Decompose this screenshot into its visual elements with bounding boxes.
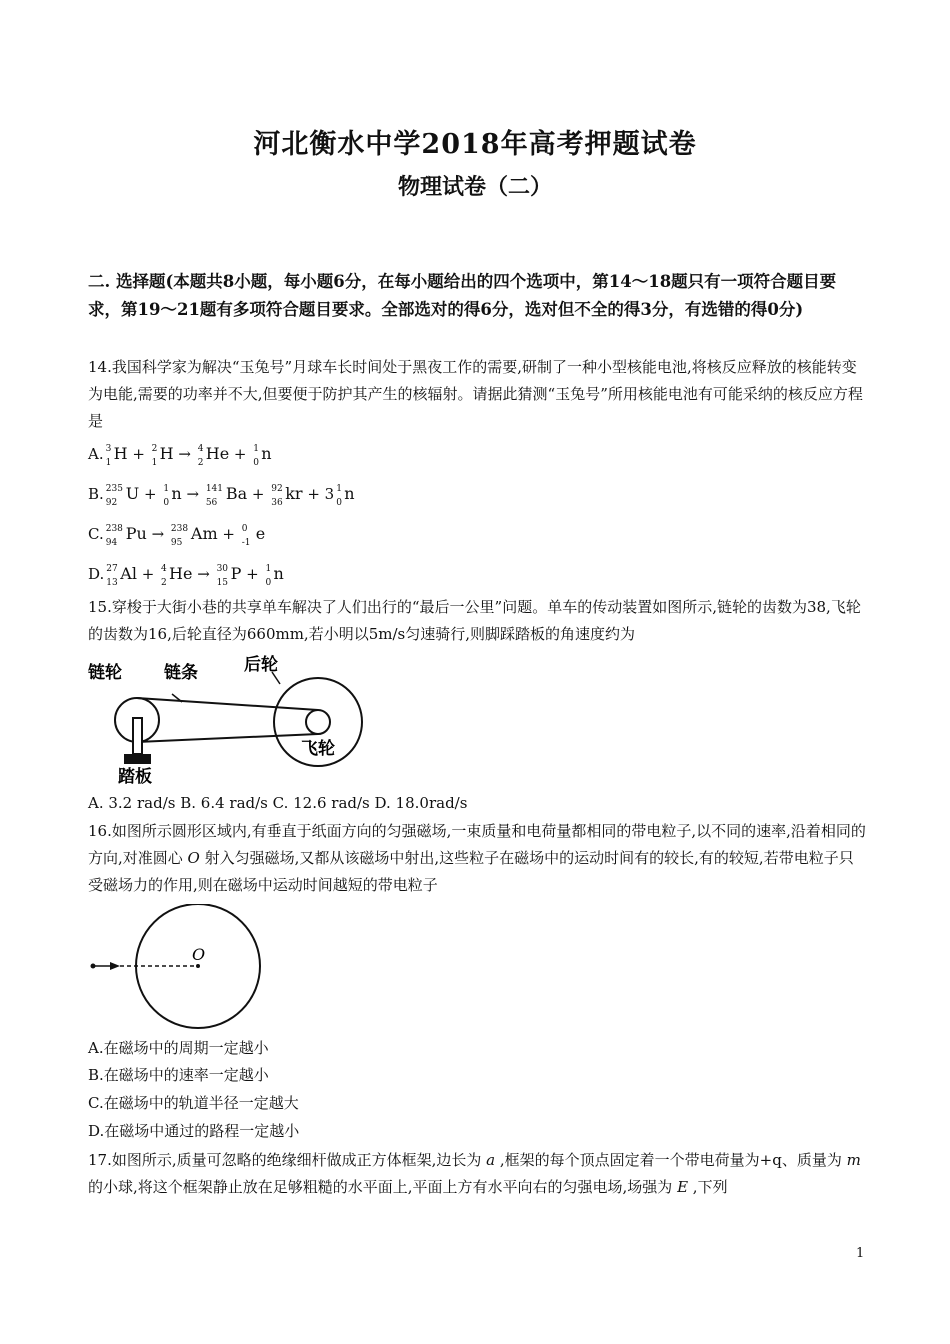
- equation-operator: →: [192, 565, 215, 583]
- q16-option-d: D.在磁场中通过的路程一定越小: [88, 1122, 300, 1140]
- atomic-number: 13: [106, 578, 118, 588]
- mass-number: 92: [271, 484, 283, 494]
- mass-number: 1: [253, 444, 259, 454]
- label-center-o: O: [192, 945, 206, 964]
- element-symbol: P: [230, 564, 242, 583]
- q16-stem-o: O: [187, 849, 200, 867]
- label-chainwheel: 链轮: [88, 663, 122, 683]
- atomic-number: 36: [271, 498, 283, 508]
- label-pedal: 踏板: [118, 767, 152, 787]
- atomic-number: 0: [336, 498, 342, 508]
- nuclide: [171, 522, 218, 546]
- mass-number: 235: [105, 484, 123, 494]
- element-symbol: He: [169, 564, 193, 583]
- mass-number: 3: [105, 444, 112, 454]
- equation-operator: →: [146, 525, 169, 543]
- element-symbol: He: [205, 444, 230, 463]
- element-symbol: H: [159, 444, 174, 463]
- magnetic-field-figure: [86, 904, 276, 1034]
- q17-var-e: E: [677, 1178, 689, 1196]
- mass-number: 27: [106, 564, 118, 574]
- q17-var-a: a: [486, 1151, 496, 1169]
- atomic-number: -1: [241, 538, 251, 548]
- label-rear-wheel: 后轮: [244, 655, 278, 675]
- mass-number: 2: [151, 444, 158, 454]
- mass-number: 1: [336, 484, 342, 494]
- q15-stem: 15.穿梭于大街小巷的共享单车解决了人们出行的“最后一公里”问题。单车的传动装置如图所示,链轮的齿数为38,飞轮的齿数为16,后轮直径为660mm,若小明以5m/s匀速骑行,则脚踩踏板的角速度约为: [88, 598, 861, 643]
- element-symbol: Am: [190, 524, 218, 543]
- mass-number: 141: [205, 484, 223, 494]
- atomic-number: 1: [105, 458, 112, 468]
- option-label: C.: [88, 525, 104, 543]
- q16-option-a: A.在磁场中的周期一定越小: [88, 1039, 269, 1057]
- atomic-number: 94: [105, 538, 118, 548]
- mass-number: 238: [105, 524, 123, 534]
- q16-stem: [88, 818, 868, 899]
- element-symbol: e: [255, 524, 266, 543]
- nuclide: [163, 482, 181, 506]
- equation-operator: +: [229, 445, 252, 463]
- q14-option-a: [88, 442, 272, 466]
- chain-lower: [137, 734, 318, 742]
- q14-option-c: [88, 522, 265, 546]
- element-symbol: Al: [120, 564, 137, 583]
- q14-stem: 14.我国科学家为解决“玉兔号”月球车长时间处于黑夜工作的需要,研制了一种小型核能电池,将核反应释放的核能转变为电能,需要的功率并不大,但要便于防护其产生的核辐射。请据此猜测“玉兔号”所用核能电池有可能采纳的核反应方程是: [88, 358, 863, 430]
- option-label: A.: [88, 445, 104, 463]
- mass-number: 238: [170, 524, 189, 534]
- nuclide: [106, 482, 139, 506]
- mass-number: 4: [161, 564, 167, 574]
- option-label: D.: [88, 565, 105, 583]
- nuclide: [217, 562, 242, 586]
- label-flywheel: 飞轮: [301, 739, 335, 759]
- page-number: 1: [856, 1246, 865, 1261]
- mass-number: 30: [216, 564, 229, 574]
- atomic-number: 15: [216, 578, 229, 588]
- exam-title: 河北衡水中学2018年高考押题试卷: [253, 129, 697, 160]
- section-heading: 二. 选择题(本题共8小题，每小题6分，在每小题给出的四个选项中，第14～18题只有一项符合题目要求，第19～21题有多项符合题目要求。全部选对的得6分，选对但不全的得3分，有选错的得0分): [88, 272, 837, 319]
- equation-operator: +: [136, 565, 160, 583]
- pedal-block: [124, 754, 151, 764]
- equation-operator: +: [302, 485, 325, 503]
- atomic-number: 92: [105, 498, 118, 508]
- nuclide: [336, 482, 354, 506]
- atomic-number: 0: [265, 578, 272, 588]
- q14-option-b: [88, 482, 355, 506]
- mass-number: 1: [265, 564, 272, 574]
- nuclide: [271, 482, 302, 506]
- element-symbol: n: [273, 564, 284, 583]
- q16-stem-part1: 16.如图所示圆形区域内,有垂直于纸面方向的匀强磁场,一束质量和电荷量都相同的带电粒子,以不同的速率,沿着相同的方向,对准圆心: [88, 822, 866, 867]
- q17-part2: ,框架的每个顶点固定着一个带电荷量为+q、质量为: [495, 1151, 847, 1169]
- nuclide: [106, 442, 128, 466]
- crank-arm: [133, 718, 142, 754]
- bicycle-transmission-figure: [86, 652, 376, 788]
- q17-part3: 的小球,将这个框架静止放在足够粗糙的水平面上,平面上方有水平向右的匀强电场,场强为: [88, 1178, 678, 1196]
- nuclide-coefficient: 3: [324, 485, 335, 503]
- atomic-number: 2: [161, 578, 167, 588]
- nuclide: [242, 522, 265, 546]
- equation-operator: +: [127, 445, 150, 463]
- exam-subtitle: 物理试卷（二）: [397, 174, 552, 200]
- chain-upper: [137, 698, 318, 710]
- atomic-number: 1: [151, 458, 158, 468]
- q16-stem-part2: 射入匀强磁场,又都从该磁场中射出,这些粒子在磁场中的运动时间有的较长,有的较短,若带电粒子只受磁场力的作用,则在磁场中运动时间越短的带电粒子: [88, 849, 854, 894]
- element-symbol: kr: [285, 484, 303, 503]
- q16-option-b: B.在磁场中的速率一定越小: [88, 1066, 269, 1084]
- equation-operator: →: [181, 485, 204, 503]
- element-symbol: U: [125, 484, 140, 503]
- element-symbol: n: [344, 484, 355, 503]
- mass-number: 0: [241, 524, 248, 534]
- nuclide: [198, 442, 229, 466]
- q17-part1: 17.如图所示,质量可忽略的绝缘细杆做成正方体框架,边长为: [88, 1151, 487, 1169]
- q17-part4: ,下列: [688, 1178, 728, 1196]
- q16-option-c: C.在磁场中的轨道半径一定越大: [88, 1094, 299, 1112]
- element-symbol: n: [261, 444, 272, 463]
- q15-options: A. 3.2 rad/s B. 6.4 rad/s C. 12.6 rad/s D. 18.0rad/s: [88, 794, 468, 812]
- nuclide: [106, 522, 147, 546]
- element-symbol: Ba: [225, 484, 248, 503]
- nuclide: [253, 442, 271, 466]
- mass-number: 4: [197, 444, 204, 454]
- q17-stem: [88, 1147, 868, 1201]
- equation-operator: →: [173, 445, 196, 463]
- nuclide: [152, 442, 174, 466]
- element-symbol: n: [171, 484, 182, 503]
- atomic-number: 0: [163, 498, 170, 508]
- atomic-number: 2: [197, 458, 204, 468]
- nuclide: [206, 482, 247, 506]
- velocity-arrow-icon: [110, 962, 120, 970]
- nuclide: [106, 562, 137, 586]
- nuclide: [265, 562, 283, 586]
- nuclide: [161, 562, 192, 586]
- equation-operator: +: [139, 485, 162, 503]
- element-symbol: Pu: [125, 524, 147, 543]
- equation-operator: +: [241, 565, 264, 583]
- element-symbol: H: [113, 444, 128, 463]
- q17-var-m: m: [846, 1151, 861, 1169]
- center-dot: [196, 964, 200, 968]
- label-chain: 链条: [164, 663, 198, 683]
- q14-option-d: [88, 562, 284, 586]
- equation-operator: +: [247, 485, 270, 503]
- atomic-number: 56: [205, 498, 218, 508]
- mass-number: 1: [163, 484, 170, 494]
- option-label: B.: [88, 485, 104, 503]
- atomic-number: 95: [170, 538, 183, 548]
- flywheel-circle: [306, 710, 330, 734]
- equation-operator: +: [217, 525, 240, 543]
- atomic-number: 0: [253, 458, 259, 468]
